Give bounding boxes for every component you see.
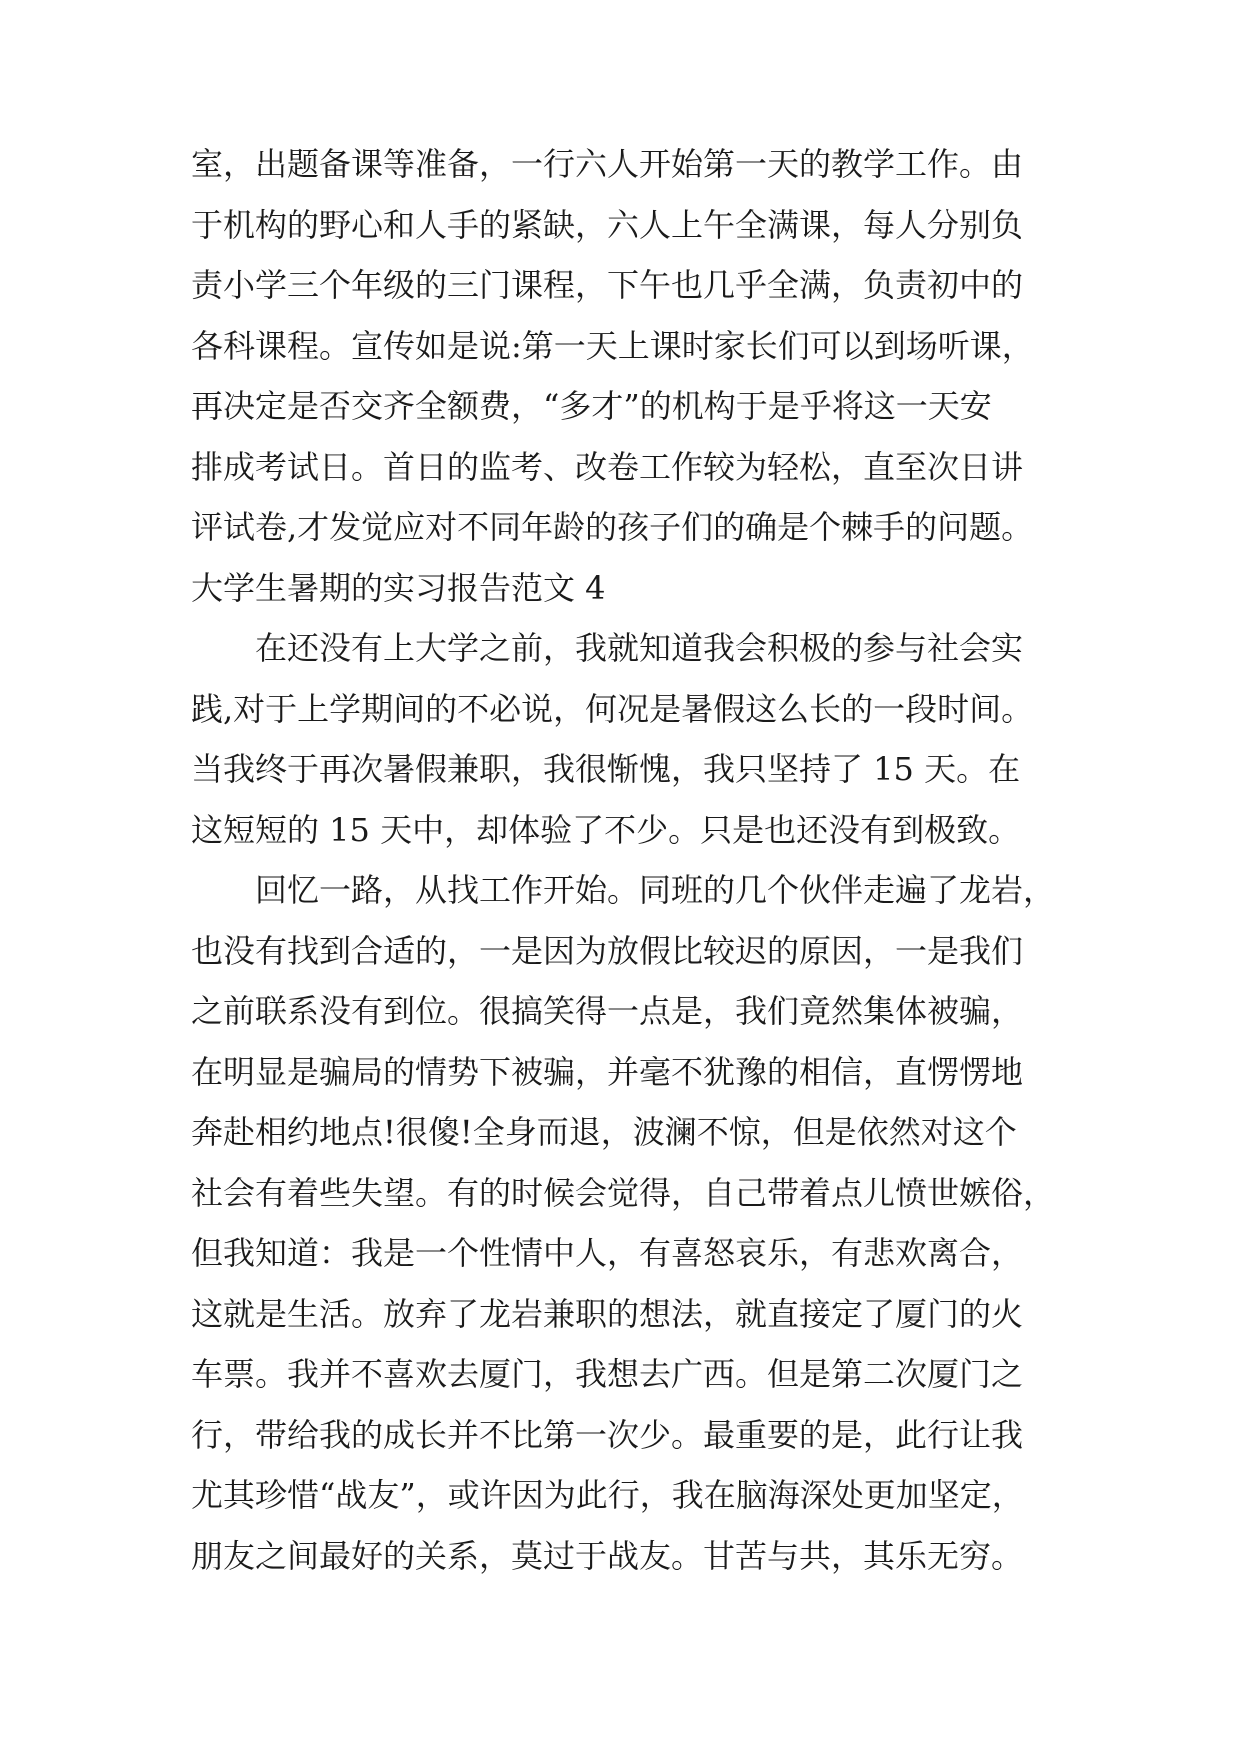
text-line: 行，带给我的成长并不比第一次少。最重要的是，此行让我: [191, 1415, 1024, 1454]
text-line: 责小学三个年级的三门课程，下午也几乎全满，负责初中的: [191, 266, 1024, 304]
text-line: 这就是生活。放弃了龙岩兼职的想法，就直接定了厦门的火: [191, 1294, 1024, 1333]
text-line: 但我知道：我是一个性情中人，有喜怒哀乐，有悲欢离合，: [191, 1234, 1024, 1272]
text-line: 朋友之间最好的关系，莫过于战友。甘苦与共，其乐无穷。: [191, 1536, 1024, 1575]
body-text: [191, 134, 1071, 1586]
text-line: 之前联系没有到位。很搞笑得一点是，我们竟然集体被骗，: [191, 992, 1024, 1030]
text-line: 这短短的 15 天中，却体验了不少。只是也还没有到极致。: [191, 810, 1021, 849]
paragraph-first-line: 在还没有上大学之前，我就知道我会积极的参与社会实: [255, 629, 1024, 667]
text-line: 尤其珍惜“战友”，或许因为此行，我在脑海深处更加坚定，: [191, 1476, 1024, 1514]
text-line: 奔赴相约地点!很傻!全身而退，波澜不惊，但是依然对这个: [191, 1113, 1017, 1151]
section-heading: 大学生暑期的实习报告范文 4: [191, 568, 606, 607]
text-line: 社会有着些失望。有的时候会觉得，自己带着点儿愤世嫉俗，: [191, 1173, 1056, 1212]
text-line: 也没有找到合适的，一是因为放假比较迟的原因，一是我们: [191, 931, 1024, 970]
text-line: 评试卷,才发觉应对不同年龄的孩子们的确是个棘手的问题。: [191, 508, 1034, 546]
text-line: 室，出题备课等准备，一行六人开始第一天的教学工作。由: [191, 145, 1024, 183]
text-line: 各科课程。宣传如是说:第一天上课时家长们可以到场听课，: [191, 326, 1034, 365]
text-line: 当我终于再次暑假兼职，我很惭愧，我只坚持了 15 天。在: [191, 750, 1021, 788]
paragraph-first-line: 回忆一路，从找工作开始。同班的几个伙伴走遍了龙岩，: [255, 871, 1056, 909]
text-line: 排成考试日。首日的监考、改卷工作较为轻松，直至次日讲: [191, 447, 1024, 486]
text-line: 践,对于上学期间的不必说，何况是暑假这么长的一段时间。: [191, 689, 1034, 728]
text-line: 车票。我并不喜欢去厦门，我想去广西。但是第二次厦门之: [191, 1355, 1024, 1393]
text-line: 再决定是否交齐全额费，“多才”的机构于是乎将这一天安: [191, 387, 992, 425]
text-line: 于机构的野心和人手的紧缺，六人上午全满课，每人分别负: [191, 205, 1024, 244]
text-line: 在明显是骗局的情势下被骗，并毫不犹豫的相信，直愣愣地: [191, 1052, 1024, 1091]
